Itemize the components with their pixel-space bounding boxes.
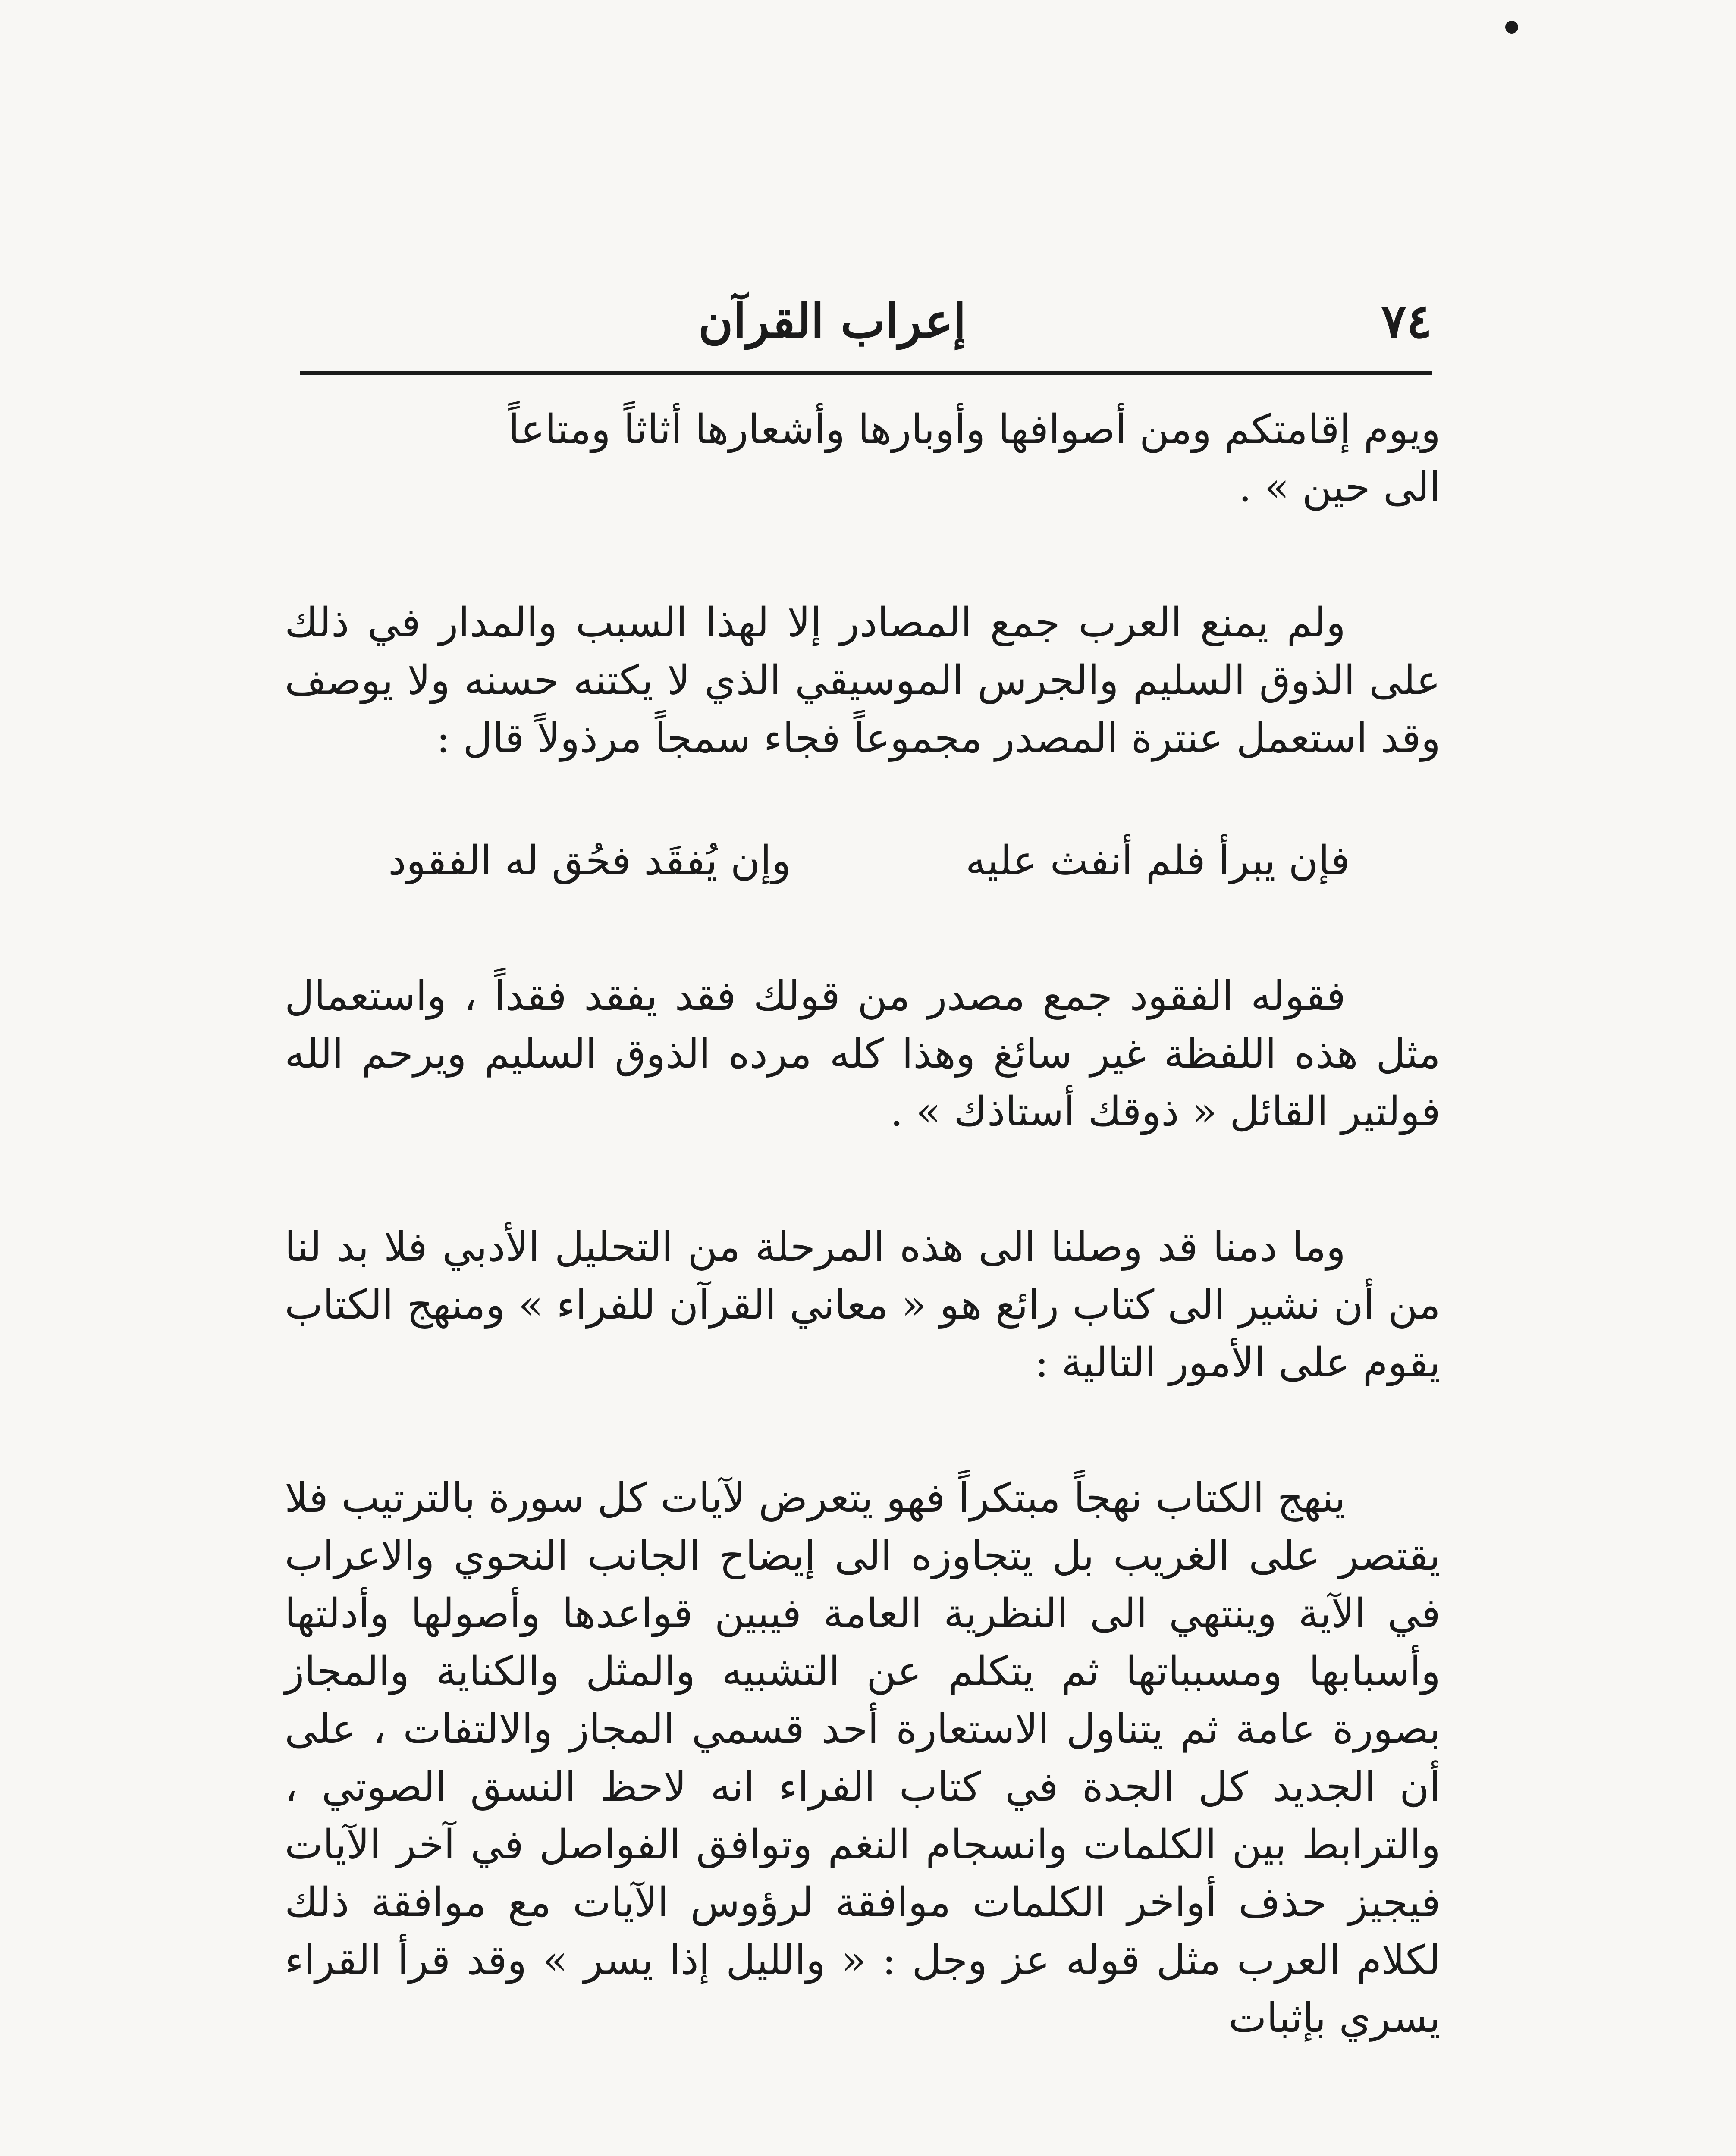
page-number: ٧٤ [1381, 293, 1432, 349]
verse-second-hemistich: وإن يُفقَد فحُق له الفقود [388, 837, 791, 884]
paragraph: ولم يمنع العرب جمع المصادر إلا لهذا السبب والمدار في ذلك على الذوق السليم والجرس الموسيقي الذي لا يكتنه حسنه ولا يوصف وقد استعمل عنترة المصدر مجموعاً فجاء سمجاً مرذولاً قال : [285, 599, 1441, 762]
poetry-verse [285, 832, 1441, 890]
running-title: إعراب القرآن [698, 293, 966, 349]
page-header [300, 280, 1432, 367]
quote-line: ويوم إقامتكم ومن أصوافها وأوبارها وأشعارها أثاثاً ومتاعاً [508, 406, 1441, 453]
body-text [285, 401, 1441, 2047]
paragraph: وما دمنا قد وصلنا الى هذه المرحلة من التحليل الأدبي فلا بد لنا من أن نشير الى كتاب رائع هو « معاني القرآن للفراء » ومنهج الكتاب يقوم على الأمور التالية : [285, 1224, 1441, 1386]
paragraph: فقوله الفقود جمع مصدر من قولك فقد يفقد فقداً ، واستعمال مثل هذه اللفظة غير سائغ وهذا كله مرده الذوق السليم ويرحم الله فولتير القائل « ذوقك أستاذك » . [285, 973, 1441, 1135]
header-rule [300, 371, 1432, 375]
paragraph: ينهج الكتاب نهجاً مبتكراً فهو يتعرض لآيات كل سورة بالترتيب فلا يقتصر على الغريب بل يتجاوزه الى إيضاح الجانب النحوي والاعراب في الآية وينتهي الى النظرية العامة فيبين قواعدها وأصولها وأدلتها وأسبابها ومسبباتها ثم يتكلم عن التشبيه والمثل والكناية والمجاز بصورة عامة ثم يتناول الاستعارة أحد قسمي المجاز والالتفات ، على أن الجديد كل الجدة في كتاب الفراء انه لاحظ النسق الصوتي ، والترابط بين الكلمات وانسجام النغم وتوافق الفواصل في آخر الآيات فيجيز حذف أواخر الكلمات موافقة لرؤوس الآيات مع موافقة ذلك لكلام العرب مثل قوله عز وجل : « والليل إذا يسر » وقد قرأ القراء يسري بإثبات [285, 1475, 1441, 2042]
verse-first-hemistich: فإن يبرأ فلم أنفث عليه [965, 837, 1350, 884]
quote-line: الى حين » . [1238, 464, 1441, 511]
ink-mark [1505, 21, 1518, 34]
